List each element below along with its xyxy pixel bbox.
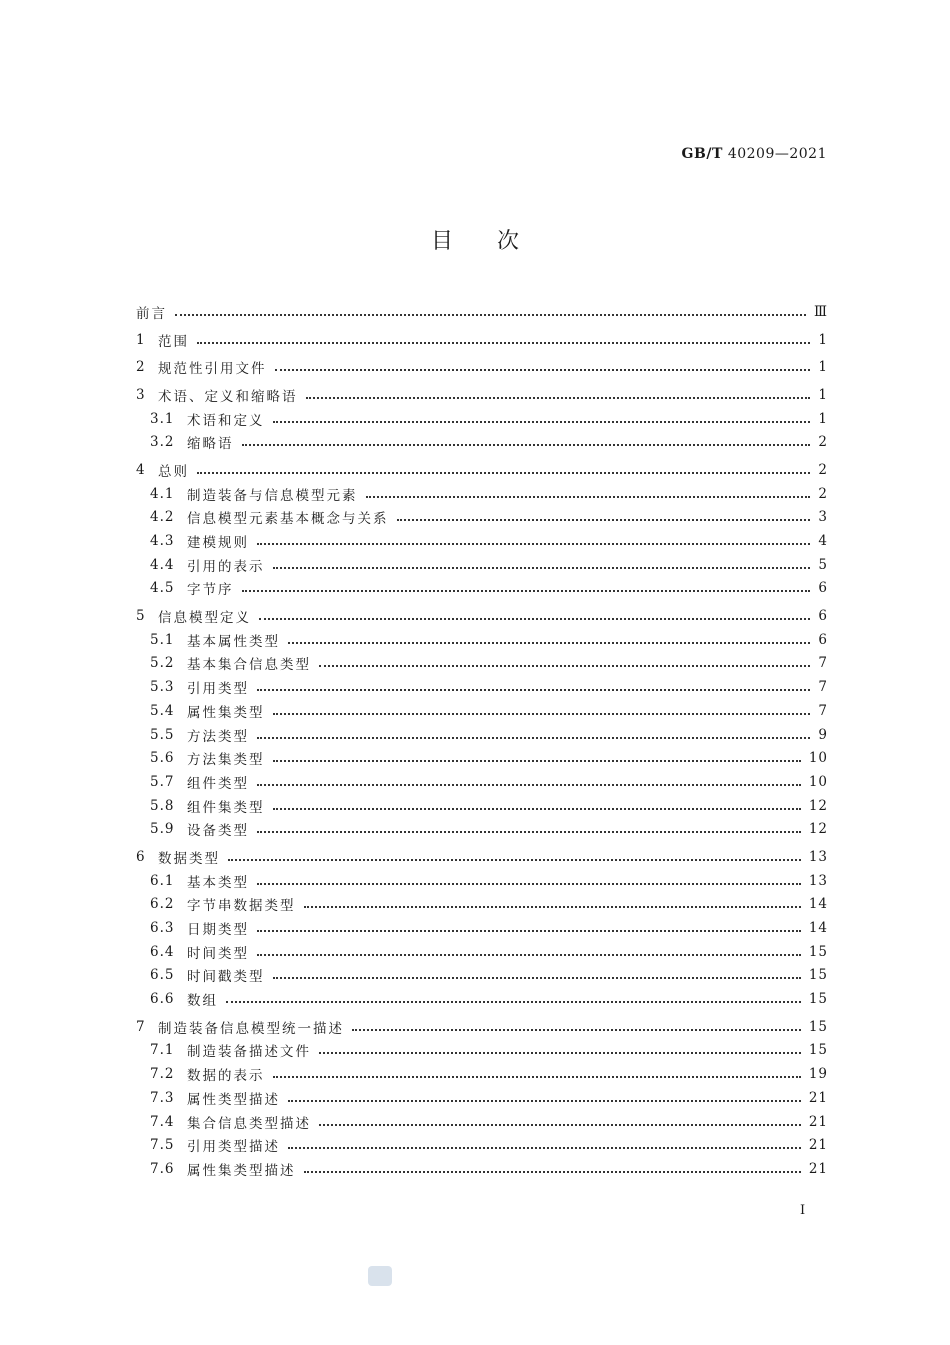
- toc-entry[interactable]: [136, 987, 828, 1011]
- toc-entry[interactable]: [136, 794, 828, 818]
- toc-entry-number: 7.5: [150, 1137, 175, 1154]
- toc-dot-leader: [257, 942, 801, 956]
- toc-dot-leader: [197, 330, 810, 344]
- toc-dot-leader: [228, 847, 801, 861]
- toc-dot-leader: [366, 484, 811, 498]
- toc-entry-page: 1: [818, 386, 828, 403]
- toc-entry-number: 6.6: [150, 991, 175, 1008]
- toc-entry-number: 3.2: [150, 434, 175, 451]
- toc-entry-title: 引用的表示: [187, 558, 265, 575]
- table-of-contents: [136, 300, 828, 1181]
- toc-entry-page: 3: [818, 509, 828, 526]
- page-title: 目次: [430, 229, 563, 254]
- toc-entry-page: 21: [808, 1089, 828, 1106]
- toc-entry-number: 5.5: [150, 726, 175, 743]
- toc-entry-title: 前言: [136, 305, 167, 322]
- toc-dot-leader: [397, 507, 811, 521]
- toc-entry-title: 属性集类型: [187, 704, 265, 721]
- toc-entry[interactable]: [136, 675, 828, 699]
- toc-entry-number: 6.1: [150, 872, 175, 889]
- toc-entry-number: 7.3: [150, 1089, 175, 1106]
- toc-entry[interactable]: [136, 1157, 828, 1181]
- toc-entry-page: 10: [808, 750, 828, 767]
- watermark-logo: [368, 1266, 392, 1286]
- toc-entry[interactable]: [136, 628, 828, 652]
- toc-dot-leader: [257, 531, 810, 545]
- toc-entry-title: 基本属性类型: [187, 633, 280, 650]
- toc-entry-page: 10: [808, 773, 828, 790]
- toc-entry[interactable]: [136, 482, 828, 506]
- toc-entry-page: 7: [818, 655, 828, 672]
- toc-entry-title: 基本类型: [187, 874, 249, 891]
- toc-entry-page: 1: [818, 359, 828, 376]
- toc-entry-title: 总则: [158, 463, 189, 480]
- toc-entry-title: 缩略语: [187, 436, 234, 453]
- toc-entry-title: 引用类型: [187, 681, 249, 698]
- toc-entry[interactable]: [136, 553, 828, 577]
- toc-dot-leader: [288, 630, 810, 644]
- toc-entry-number: 7.4: [150, 1113, 175, 1130]
- toc-dot-leader: [288, 1135, 801, 1149]
- toc-entry-title: 信息模型定义: [158, 610, 251, 627]
- toc-entry-number: 3.1: [150, 410, 175, 427]
- toc-entry-page: 15: [808, 1018, 828, 1035]
- toc-entry-page: 14: [808, 920, 828, 937]
- toc-entry-title: 基本集合信息类型: [187, 657, 311, 674]
- toc-entry-title: 范围: [158, 333, 189, 350]
- toc-entry-title: 术语和定义: [187, 412, 265, 429]
- toc-entry-number: 5.1: [150, 631, 175, 648]
- toc-entry-page: 1: [818, 410, 828, 427]
- toc-entry-number: 4.4: [150, 556, 175, 573]
- toc-entry-title: 字节串数据类型: [187, 898, 296, 915]
- toc-entry[interactable]: [136, 893, 828, 917]
- toc-entry[interactable]: [136, 458, 828, 482]
- toc-dot-leader: [257, 725, 810, 739]
- toc-dot-leader: [273, 1064, 801, 1078]
- toc-entry-page: 15: [808, 967, 828, 984]
- toc-entry-number: 6.4: [150, 943, 175, 960]
- toc-entry-title: 方法类型: [187, 728, 249, 745]
- toc-entry[interactable]: [136, 869, 828, 893]
- toc-dot-leader: [304, 1159, 801, 1173]
- toc-entry-number: 5.7: [150, 773, 175, 790]
- toc-entry-page: 6: [818, 631, 828, 648]
- toc-entry-title: 日期类型: [187, 922, 249, 939]
- toc-entry-page: 21: [808, 1160, 828, 1177]
- toc-entry-page: 2: [818, 461, 828, 478]
- toc-entry-number: 7.2: [150, 1066, 175, 1083]
- toc-dot-leader: [257, 871, 801, 885]
- standard-prefix: GB/T: [681, 146, 723, 162]
- toc-entry-title: 数据的表示: [187, 1068, 265, 1085]
- toc-entry-title: 规范性引用文件: [158, 361, 267, 378]
- toc-dot-leader: [257, 677, 810, 691]
- toc-entry[interactable]: [136, 1039, 828, 1063]
- toc-entry-title: 集合信息类型描述: [187, 1115, 311, 1132]
- toc-entry-title: 引用类型描述: [187, 1139, 280, 1156]
- toc-dot-leader: [273, 748, 801, 762]
- toc-entry-page: 7: [818, 702, 828, 719]
- toc-entry-title: 数组: [187, 993, 218, 1010]
- toc-entry-number: 4.5: [150, 580, 175, 597]
- toc-entry-number: 6.3: [150, 920, 175, 937]
- toc-entry-title: 术语、定义和缩略语: [158, 388, 298, 405]
- toc-entry[interactable]: [136, 355, 828, 379]
- toc-entry-title: 方法集类型: [187, 752, 265, 769]
- toc-entry-page: 12: [808, 821, 828, 838]
- toc-entry[interactable]: [136, 529, 828, 553]
- toc-dot-leader: [273, 555, 811, 569]
- toc-entry-title: 设备类型: [187, 823, 249, 840]
- toc-entry[interactable]: [136, 1062, 828, 1086]
- toc-entry[interactable]: [136, 1110, 828, 1134]
- toc-entry[interactable]: [136, 652, 828, 676]
- toc-entry-number: 7.6: [150, 1160, 175, 1177]
- toc-dot-leader: [257, 918, 801, 932]
- toc-entry-number: 5.9: [150, 821, 175, 838]
- toc-entry-number: 5.6: [150, 750, 175, 767]
- toc-entry[interactable]: [136, 916, 828, 940]
- toc-dot-leader: [319, 1040, 801, 1054]
- toc-dot-leader: [275, 357, 811, 371]
- toc-dot-leader: [226, 989, 801, 1003]
- toc-entry-page: 13: [808, 872, 828, 889]
- toc-dot-leader: [288, 1088, 801, 1102]
- toc-entry-number: 5.2: [150, 655, 175, 672]
- toc-entry-page: 5: [818, 556, 828, 573]
- toc-entry-number: 6: [136, 848, 146, 865]
- toc-entry[interactable]: [136, 430, 828, 454]
- toc-entry[interactable]: [136, 770, 828, 794]
- toc-entry-title: 制造装备信息模型统一描述: [158, 1020, 344, 1037]
- toc-entry-page: 21: [808, 1113, 828, 1130]
- toc-entry-number: 4.2: [150, 509, 175, 526]
- toc-entry-page: 2: [818, 434, 828, 451]
- toc-entry-page: 4: [818, 533, 828, 550]
- toc-dot-leader: [175, 302, 806, 316]
- toc-entry-page: 6: [818, 608, 828, 625]
- toc-entry-page: 6: [818, 580, 828, 597]
- toc-entry-title: 时间戳类型: [187, 969, 265, 986]
- toc-entry-title: 组件类型: [187, 775, 249, 792]
- toc-entry-title: 组件集类型: [187, 799, 265, 816]
- toc-entry-number: 2: [136, 359, 146, 376]
- toc-entry-title: 建模规则: [187, 535, 249, 552]
- toc-dot-leader: [273, 796, 801, 810]
- toc-dot-leader: [257, 819, 801, 833]
- toc-dot-leader: [306, 385, 811, 399]
- toc-entry-page: 9: [818, 726, 828, 743]
- toc-dot-leader: [273, 701, 811, 715]
- toc-entry-page: 12: [808, 797, 828, 814]
- toc-dot-leader: [319, 653, 810, 667]
- toc-entry-page: Ⅲ: [813, 303, 828, 320]
- toc-entry-number: 7.1: [150, 1042, 175, 1059]
- toc-entry[interactable]: [136, 1015, 828, 1039]
- toc-entry-number: 7: [136, 1018, 146, 1035]
- toc-entry[interactable]: [136, 1133, 828, 1157]
- toc-entry-number: 4.1: [150, 485, 175, 502]
- toc-dot-leader: [273, 409, 811, 423]
- toc-dot-leader: [319, 1112, 801, 1126]
- toc-entry[interactable]: [136, 1086, 828, 1110]
- toc-entry-number: 6.2: [150, 896, 175, 913]
- toc-entry-number: 3: [136, 386, 146, 403]
- toc-entry-page: 15: [808, 991, 828, 1008]
- toc-dot-leader: [242, 432, 811, 446]
- toc-dot-leader: [242, 578, 811, 592]
- toc-entry-title: 字节序: [187, 582, 234, 599]
- toc-entry[interactable]: [136, 577, 828, 601]
- toc-entry-number: 5.3: [150, 679, 175, 696]
- toc-entry-title: 制造装备与信息模型元素: [187, 487, 358, 504]
- toc-entry-page: 15: [808, 1042, 828, 1059]
- toc-entry-title: 时间类型: [187, 945, 249, 962]
- toc-entry-number: 5: [136, 608, 146, 625]
- toc-entry-title: 信息模型元素基本概念与关系: [187, 511, 389, 528]
- toc-entry[interactable]: [136, 723, 828, 747]
- toc-entry-title: 数据类型: [158, 850, 220, 867]
- toc-dot-leader: [273, 965, 801, 979]
- standard-code: 40209—2021: [727, 146, 827, 162]
- standard-number: [682, 146, 827, 162]
- toc-entry-page: 21: [808, 1137, 828, 1154]
- toc-entry[interactable]: [136, 964, 828, 988]
- toc-entry-page: 14: [808, 896, 828, 913]
- toc-entry[interactable]: [136, 300, 828, 324]
- toc-entry-number: 1: [136, 331, 146, 348]
- toc-entry-number: 5.8: [150, 797, 175, 814]
- toc-entry[interactable]: [136, 845, 828, 869]
- toc-entry[interactable]: [136, 940, 828, 964]
- toc-entry-number: 4: [136, 461, 146, 478]
- toc-entry[interactable]: [136, 506, 828, 530]
- page-number: I: [800, 1203, 806, 1218]
- toc-entry[interactable]: [136, 328, 828, 352]
- toc-dot-leader: [257, 772, 801, 786]
- toc-entry-title: 属性类型描述: [187, 1091, 280, 1108]
- toc-entry[interactable]: [136, 817, 828, 841]
- toc-entry-title: 属性集类型描述: [187, 1162, 296, 1179]
- toc-entry-number: 4.3: [150, 533, 175, 550]
- toc-entry[interactable]: [136, 407, 828, 431]
- toc-entry[interactable]: [136, 604, 828, 628]
- toc-entry-page: 1: [818, 331, 828, 348]
- toc-entry-page: 19: [808, 1066, 828, 1083]
- toc-entry-title: 制造装备描述文件: [187, 1044, 311, 1061]
- toc-dot-leader: [259, 606, 810, 620]
- toc-dot-leader: [352, 1017, 801, 1031]
- toc-entry-number: 6.5: [150, 967, 175, 984]
- toc-entry-page: 15: [808, 943, 828, 960]
- toc-dot-leader: [197, 460, 810, 474]
- toc-entry-number: 5.4: [150, 702, 175, 719]
- toc-entry-page: 13: [808, 848, 828, 865]
- toc-entry[interactable]: [136, 699, 828, 723]
- toc-entry[interactable]: [136, 746, 828, 770]
- toc-dot-leader: [304, 894, 801, 908]
- toc-entry-page: 2: [818, 485, 828, 502]
- toc-entry-page: 7: [818, 679, 828, 696]
- toc-entry[interactable]: [136, 383, 828, 407]
